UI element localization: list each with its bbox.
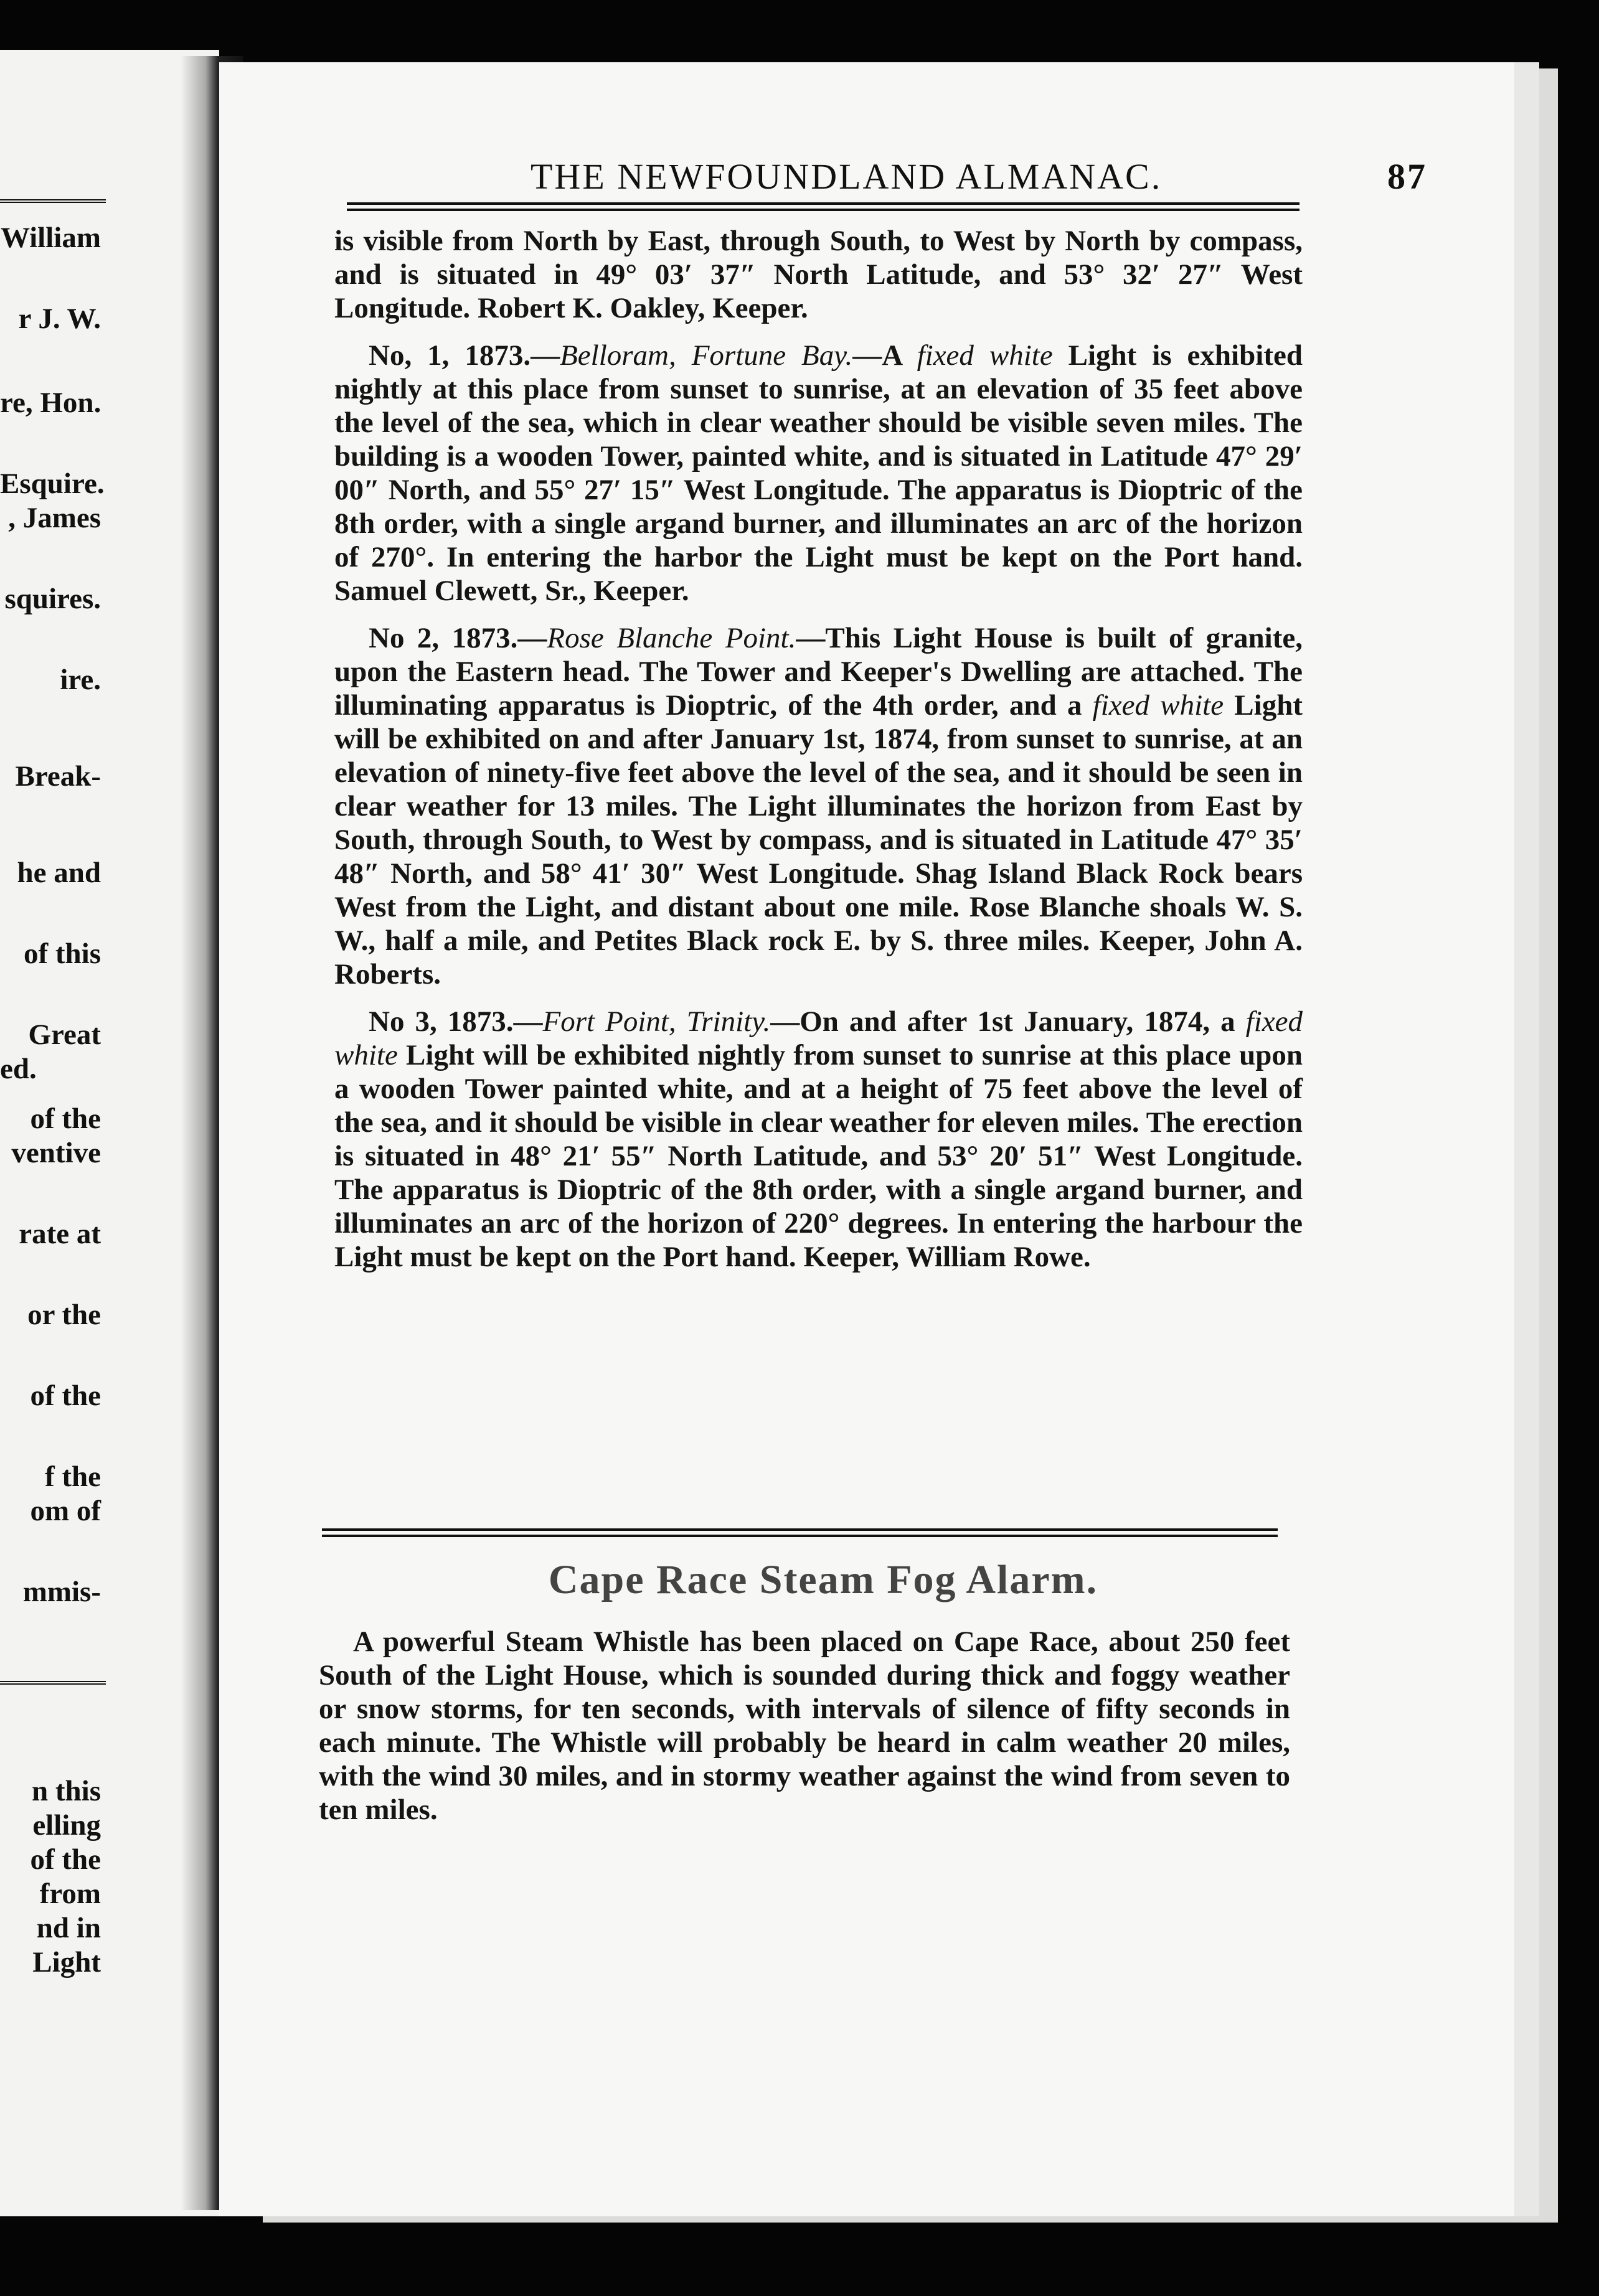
entry-dash: —A bbox=[852, 339, 917, 372]
left-line: , James bbox=[8, 502, 101, 534]
entry-text: Light will be exhibited nightly from sunset to sunrise at this place upon a wooden Tower painted white, and at a height of 75 feet above the level of the sea, and it should be visible in clear weather for eleven miles. The erection is situated in 48° 21′ 55″ North Latitude, and 53° 20′ 51″ West Longitude. The apparatus is Dioptric of the 8th order, with a single argand burner, and illuminates an arc of the horizon of 220° degrees. In entering the harbour the Light must be kept on the Port hand. Keeper, William Rowe. bbox=[334, 1039, 1303, 1273]
left-line: William bbox=[0, 222, 101, 254]
left-line: elling bbox=[32, 1809, 101, 1842]
left-line: ire. bbox=[60, 664, 101, 696]
light-type: fixed white bbox=[334, 1005, 1303, 1071]
entry-no3 bbox=[334, 1005, 1303, 1274]
entry-text: —On and after 1st January, 1874, a bbox=[770, 1005, 1246, 1038]
left-line: of the bbox=[30, 1103, 101, 1135]
left-line: from bbox=[39, 1878, 101, 1910]
entry-number: No 2, 1873.— bbox=[369, 622, 547, 654]
light-type: fixed white bbox=[917, 339, 1053, 372]
left-line: of the bbox=[30, 1843, 101, 1876]
entry-no1 bbox=[334, 339, 1303, 608]
left-line: ventive bbox=[11, 1137, 101, 1169]
entry-no2 bbox=[334, 621, 1303, 991]
entry-place: Fort Point, Trinity. bbox=[542, 1005, 771, 1038]
left-line: or the bbox=[27, 1299, 101, 1331]
page-number: 87 bbox=[1387, 156, 1427, 197]
entry-number: No 3, 1873.— bbox=[369, 1005, 543, 1038]
left-line: Light bbox=[32, 1946, 101, 1978]
entry-place: Belloram, Fortune Bay. bbox=[560, 339, 853, 372]
left-line: n this bbox=[31, 1775, 101, 1807]
fog-alarm-text bbox=[319, 1625, 1290, 1827]
entry-text: Light is exhibited nightly at this place from sunset to sunrise, at an elevation of 35 feet above the level of the sea, which in clear weather should be visible seven miles. The building is a wooden Tower, painted white, and is situated in Latitude 47° 29′ 00″ North, and 55° 27′ 15″ West Longitude. The apparatus is Dioptric of the 8th order, with a single argand burner, and illuminates an arc of the horizon of 270°. In entering the harbor the Light must be kept on the Port hand. Samuel Clewett, Sr., Keeper. bbox=[334, 339, 1303, 607]
left-line: rate at bbox=[19, 1218, 101, 1250]
left-line: he and bbox=[17, 857, 101, 889]
left-line: re, Hon. bbox=[0, 387, 101, 419]
entry-text: Light will be exhibited on and after January 1st, 1874, from sunset to sunrise, at an elevation of ninety-five feet above the level of the sea, and it should be seen in clear weather for 13 miles. The Light illuminates the horizon from East by South, through South, to West by compass, and is situated in Latitude 47° 35′ 48″ North, and 58° 41′ 30″ West Longitude. Shag Island Black Rock bears West from the Light, and distant about one mile. Rose Blanche shoals W. S. W., half a mile, and Petites Black rock E. by S. three miles. Keeper, John A. Roberts. bbox=[334, 689, 1303, 990]
continuation-paragraph: is visible from North by East, through South, to West by North by compass, and is situated in 49° 03′ 37″ North Latitude, and 53° 32′ 27″ West Longitude. Robert K. Oakley, Keeper. bbox=[334, 225, 1303, 324]
left-bottom-rule bbox=[0, 1681, 106, 1685]
lighthouse-entries bbox=[334, 224, 1303, 1287]
fog-alarm-paragraph: A powerful Steam Whistle has been placed on Cape Race, about 250 feet South of the Light House, which is sounded during thick and foggy weather or snow storms, for ten seconds, with intervals of silence of fifty seconds in each minute. The Whistle will probably be heard in calm weather 20 miles, with the wind 30 miles, and in stormy weather against the wind from seven to ten miles. bbox=[319, 1626, 1290, 1826]
left-top-rule bbox=[0, 199, 106, 203]
running-title: THE NEWFOUNDLAND ALMANAC. bbox=[531, 156, 1163, 197]
left-line: om of bbox=[30, 1495, 101, 1527]
section-rule bbox=[322, 1528, 1278, 1537]
left-line: f the bbox=[44, 1461, 101, 1493]
left-line: r J. W. bbox=[18, 303, 101, 335]
right-page bbox=[219, 62, 1514, 2216]
left-line: ed. bbox=[0, 1053, 37, 1085]
left-line: Esquire. bbox=[0, 468, 105, 500]
left-line: Break- bbox=[15, 760, 101, 793]
section-title: Cape Race Steam Fog Alarm. bbox=[548, 1557, 1098, 1602]
header-rule bbox=[347, 202, 1299, 211]
left-line: of the bbox=[30, 1380, 101, 1412]
entry-number: No, 1, 1873.— bbox=[369, 339, 560, 372]
left-line: squires. bbox=[4, 583, 101, 615]
entry-place: Rose Blanche Point. bbox=[547, 622, 796, 654]
left-line: mmis- bbox=[22, 1576, 101, 1608]
entry-text: —This Light House is built of granite, upon the Eastern head. The Tower and Keeper's Dwelling are attached. The illuminating apparatus is Dioptric, of the 4th order, and a bbox=[334, 622, 1303, 722]
light-type: fixed white bbox=[1092, 689, 1224, 722]
left-line: nd in bbox=[36, 1912, 101, 1944]
left-line: of this bbox=[23, 938, 101, 970]
left-line: Great bbox=[28, 1019, 101, 1051]
